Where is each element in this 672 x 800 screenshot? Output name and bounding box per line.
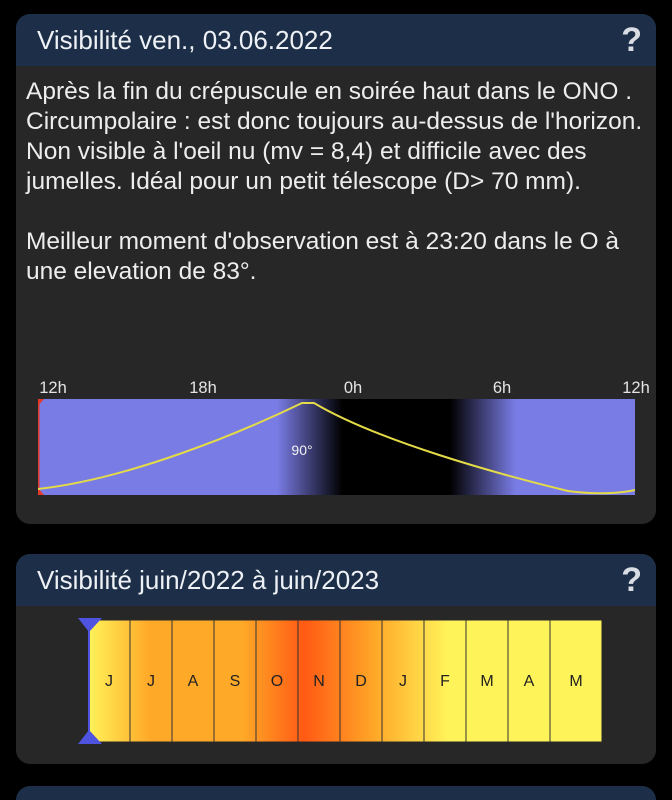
month-label: F <box>440 673 450 690</box>
hour-tick-label: 18h <box>189 379 217 397</box>
month-label: M <box>569 673 583 690</box>
yearly-visibility-header <box>16 554 656 606</box>
hour-tick-label: 12h <box>622 379 650 397</box>
help-icon[interactable]: ? <box>621 561 642 599</box>
hour-axis <box>16 379 656 401</box>
yearly-visibility-card <box>16 554 656 764</box>
altitude-chart <box>38 399 635 495</box>
next-card-header <box>16 786 656 800</box>
today-line <box>88 620 90 742</box>
current-time-line <box>38 399 40 495</box>
best-time-text: Meilleur moment d'observation est à 23:20 dans le O à une elevation de 83°. <box>26 228 620 285</box>
yearly-visibility-title: Visibilité juin/2022 à juin/2023 <box>37 564 380 595</box>
hour-tick-label: 6h <box>492 379 512 397</box>
daily-visibility-card <box>16 14 656 524</box>
daily-visibility-title: Visibilité ven., 03.06.2022 <box>37 24 333 55</box>
sky-band <box>38 399 635 495</box>
month-label: D <box>355 673 367 690</box>
monthly-visibility-chart <box>78 618 604 744</box>
month-label: M <box>480 673 494 690</box>
month-label: J <box>399 673 407 690</box>
peak-elevation-label: 90° <box>291 442 313 458</box>
month-label: J <box>147 673 155 690</box>
help-icon[interactable]: ? <box>621 21 642 59</box>
month-label: S <box>229 673 241 690</box>
month-label: J <box>105 673 113 690</box>
visibility-description <box>16 66 656 287</box>
month-label: A <box>187 673 199 690</box>
hour-tick-label: 0h <box>343 379 363 397</box>
month-label: A <box>523 673 535 690</box>
hour-tick-label: 12h <box>39 379 67 397</box>
visibility-summary: Après la fin du crépuscule en soirée haut dans le ONO . Circumpolaire : est donc toujours au-dessus de l'horizon. Non visible à l'oeil nu (mv = 8,4) et difficile avec des jumelles. Idéal pour un petit télescope (D> 70 mm). <box>26 78 643 195</box>
next-card <box>16 786 656 800</box>
month-label: O <box>270 673 284 690</box>
daily-visibility-header <box>16 14 656 66</box>
month-label: N <box>313 673 325 690</box>
